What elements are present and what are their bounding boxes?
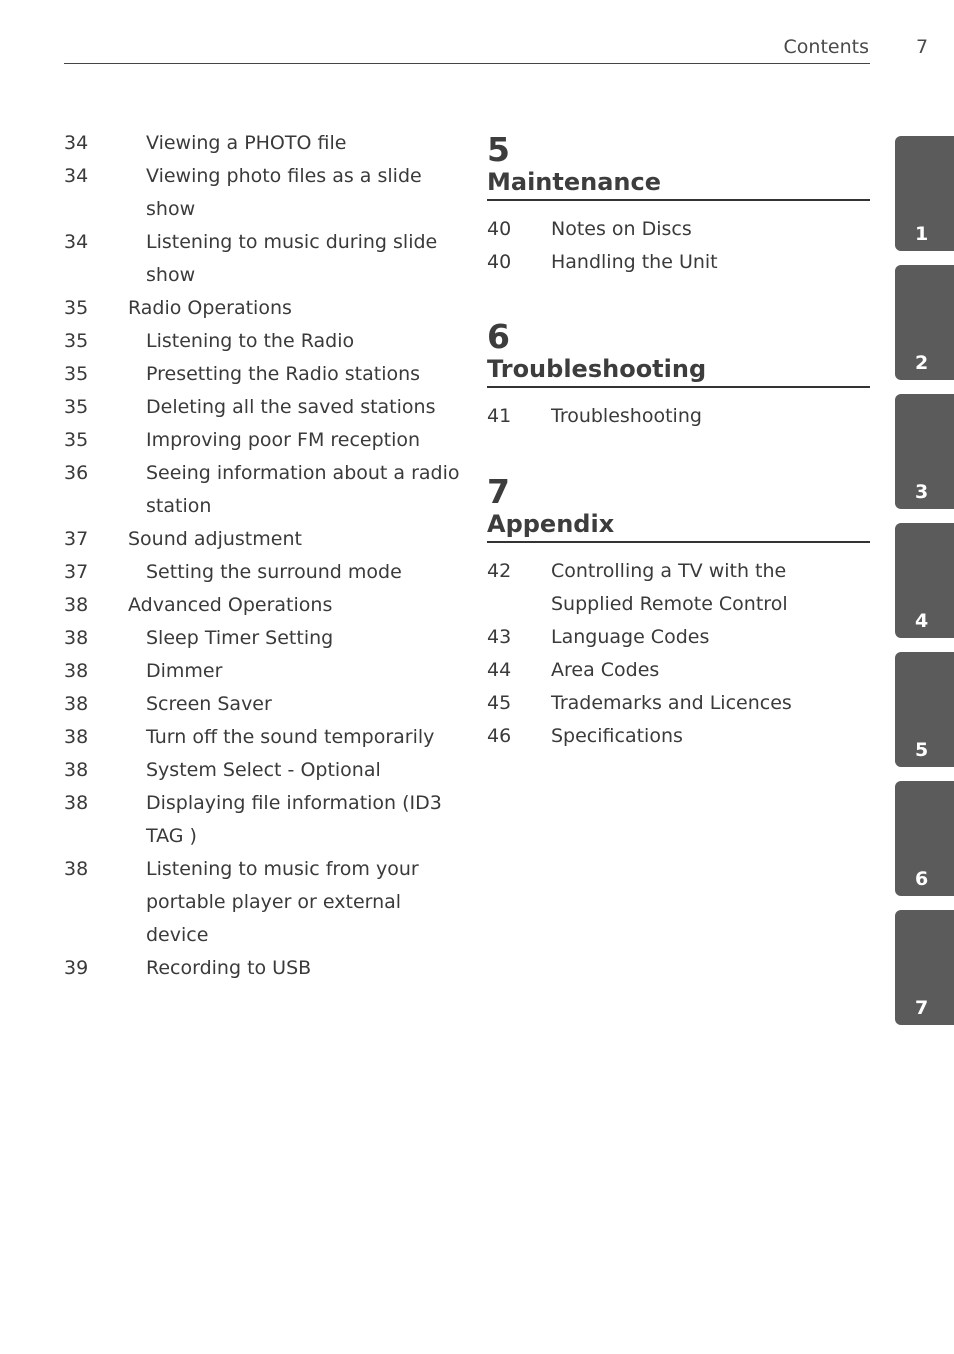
- toc-page-number: 38: [64, 792, 89, 814]
- toc-entry[interactable]: [487, 246, 870, 279]
- chapter-entry-list: [487, 555, 870, 753]
- toc-page-number: 36: [64, 462, 89, 484]
- toc-entry[interactable]: [64, 523, 464, 556]
- toc-page-number: 38: [64, 660, 89, 682]
- toc-page-number: 40: [487, 251, 512, 273]
- toc-page-number: 35: [64, 297, 89, 319]
- toc-entry-title: Notes on Discs: [551, 218, 692, 240]
- toc-entry[interactable]: [64, 160, 464, 226]
- toc-entry[interactable]: [487, 213, 870, 246]
- toc-entry[interactable]: [64, 655, 464, 688]
- toc-entry[interactable]: [64, 424, 464, 457]
- toc-entry-title: Turn off the sound temporarily: [146, 726, 435, 748]
- toc-entry-title: Listening to music from your portable player or external device: [146, 858, 419, 946]
- chapter-tab-label: 7: [915, 997, 929, 1019]
- toc-page-number: 37: [64, 528, 89, 550]
- toc-entry-title: Language Codes: [551, 626, 710, 648]
- toc-page-number: 35: [64, 330, 89, 352]
- toc-entry-title: Seeing information about a radio station: [146, 462, 460, 517]
- toc-entry[interactable]: [64, 292, 464, 325]
- toc-entry-title: Listening to the Radio: [146, 330, 355, 352]
- toc-page-number: 38: [64, 858, 89, 880]
- toc-entry[interactable]: [64, 556, 464, 589]
- toc-page-number: 45: [487, 692, 512, 714]
- toc-entry-title: Controlling a TV with the Supplied Remote Control: [551, 560, 788, 615]
- toc-entry-title: Setting the surround mode: [146, 561, 402, 583]
- header-title: Contents: [783, 36, 869, 58]
- toc-entry[interactable]: [64, 754, 464, 787]
- toc-entry-title: Troubleshooting: [551, 405, 702, 427]
- toc-entry[interactable]: [64, 853, 464, 952]
- toc-entry-title: Sleep Timer Setting: [146, 627, 334, 649]
- toc-page-number: 38: [64, 693, 89, 715]
- toc-entry[interactable]: [64, 787, 464, 853]
- chapter-tab-label: 2: [915, 352, 929, 374]
- toc-page-number: 37: [64, 561, 89, 583]
- toc-entry[interactable]: [64, 952, 464, 985]
- toc-entry-title: Area Codes: [551, 659, 660, 681]
- toc-entry-title: Viewing a PHOTO file: [146, 132, 347, 154]
- chapter-title: Troubleshooting: [487, 354, 870, 388]
- toc-page-number: 34: [64, 165, 89, 187]
- toc-entry[interactable]: [64, 622, 464, 655]
- toc-entry[interactable]: [64, 226, 464, 292]
- toc-page-number: 38: [64, 726, 89, 748]
- toc-entry[interactable]: [64, 457, 464, 523]
- toc-page-number: 34: [64, 132, 89, 154]
- chapter-title: Maintenance: [487, 167, 870, 201]
- toc-entry-title: System Select - Optional: [146, 759, 381, 781]
- toc-page-number: 46: [487, 725, 512, 747]
- chapter-section: [487, 317, 870, 433]
- toc-entry[interactable]: [64, 589, 464, 622]
- toc-page-number: 38: [64, 594, 89, 616]
- chapter-tab-1[interactable]: [895, 136, 954, 251]
- toc-entry-title: Sound adjustment: [128, 528, 302, 550]
- toc-entry-title: Recording to USB: [146, 957, 312, 979]
- toc-entry[interactable]: [487, 720, 870, 753]
- toc-entry-title: Presetting the Radio stations: [146, 363, 421, 385]
- chapter-number: 5: [487, 130, 510, 169]
- toc-entry-title: Dimmer: [146, 660, 223, 682]
- toc-entry-title: Deleting all the saved stations: [146, 396, 436, 418]
- toc-entry[interactable]: [487, 654, 870, 687]
- toc-page-number: 35: [64, 429, 89, 451]
- toc-entry-title: Screen Saver: [146, 693, 272, 715]
- chapter-tab-5[interactable]: [895, 652, 954, 767]
- toc-left-column: [64, 127, 464, 985]
- toc-entry-title: Trademarks and Licences: [551, 692, 792, 714]
- toc-entry[interactable]: [64, 721, 464, 754]
- chapter-title: Appendix: [487, 509, 870, 543]
- toc-page-number: 41: [487, 405, 512, 427]
- chapter-entry-list: [487, 213, 870, 279]
- toc-page-number: 40: [487, 218, 512, 240]
- toc-page-number: 34: [64, 231, 89, 253]
- toc-page-number: 42: [487, 560, 512, 582]
- toc-page-number: 43: [487, 626, 512, 648]
- toc-entry[interactable]: [64, 358, 464, 391]
- chapter-tab-label: 5: [915, 739, 929, 761]
- toc-entry-title: Advanced Operations: [128, 594, 333, 616]
- toc-page-number: 39: [64, 957, 89, 979]
- chapter-section: [487, 130, 870, 279]
- page-number: 7: [916, 36, 929, 58]
- toc-entry[interactable]: [64, 688, 464, 721]
- toc-entry[interactable]: [487, 400, 870, 433]
- header-divider: [64, 63, 870, 64]
- toc-entry-title: Handling the Unit: [551, 251, 718, 273]
- toc-entry-title: Listening to music during slide show: [146, 231, 438, 286]
- chapter-tab-6[interactable]: [895, 781, 954, 896]
- chapter-entry-list: [487, 400, 870, 433]
- chapter-tab-3[interactable]: [895, 394, 954, 509]
- chapter-tab-7[interactable]: [895, 910, 954, 1025]
- chapter-tab-4[interactable]: [895, 523, 954, 638]
- toc-entry[interactable]: [64, 391, 464, 424]
- toc-entry-title: Viewing photo files as a slide show: [146, 165, 422, 220]
- toc-entry[interactable]: [487, 621, 870, 654]
- chapter-tab-label: 1: [915, 223, 929, 245]
- toc-entry[interactable]: [64, 127, 464, 160]
- chapter-number: 7: [487, 472, 510, 511]
- chapter-section: [487, 472, 870, 753]
- chapter-tab-label: 6: [915, 868, 929, 890]
- toc-entry-title: Radio Operations: [128, 297, 292, 319]
- chapter-tab-2[interactable]: [895, 265, 954, 380]
- toc-entry[interactable]: [64, 325, 464, 358]
- toc-page-number: 35: [64, 396, 89, 418]
- toc-entry-title: Improving poor FM reception: [146, 429, 421, 451]
- toc-entry-title: Specifications: [551, 725, 683, 747]
- toc-entry[interactable]: [487, 687, 870, 720]
- toc-page-number: 35: [64, 363, 89, 385]
- toc-page-number: 38: [64, 759, 89, 781]
- toc-entry-title: Displaying file information (ID3 TAG ): [146, 792, 442, 847]
- chapter-number: 6: [487, 317, 510, 356]
- chapter-tab-label: 3: [915, 481, 929, 503]
- toc-page-number: 38: [64, 627, 89, 649]
- chapter-tab-label: 4: [915, 610, 929, 632]
- toc-page-number: 44: [487, 659, 512, 681]
- toc-entry[interactable]: [487, 555, 870, 621]
